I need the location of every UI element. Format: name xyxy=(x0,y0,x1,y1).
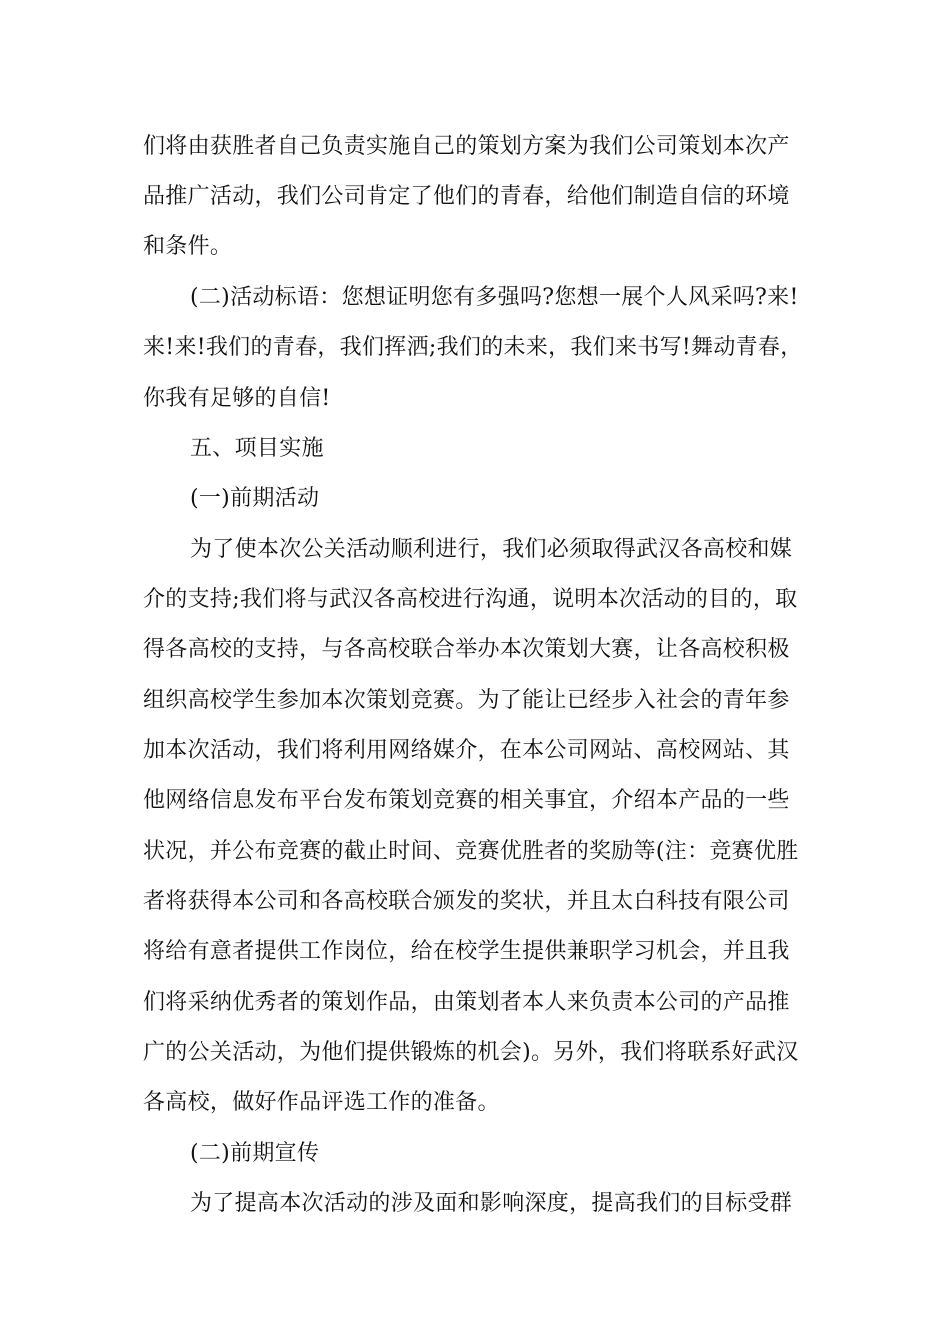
paragraph-line: 状况，并公布竞赛的截止时间、竞赛优胜者的奖励等(注：竞赛优胜 xyxy=(143,839,799,864)
paragraph-line: 介的支持;我们将与武汉各高校进行沟通，说明本次活动的目的，取 xyxy=(143,587,798,612)
paragraph-line: 为了提高本次活动的涉及面和影响深度，提高我们的目标受群 xyxy=(190,1191,793,1216)
paragraph-line: 将给有意者提供工作岗位，给在校学生提供兼职学习机会，并且我 xyxy=(143,939,790,964)
paragraph-line: 组织高校学生参加本次策划竞赛。为了能让已经步入社会的青年参 xyxy=(143,688,790,713)
paragraph-line: 们将采纳优秀者的策划作品，由策划者本人来负责本公司的产品推 xyxy=(143,990,790,1015)
subsection-heading: (二)前期宣传 xyxy=(190,1141,320,1166)
paragraph-line: 各高校，做好作品评选工作的准备。 xyxy=(143,1090,500,1115)
paragraph-line: 品推广活动，我们公司肯定了他们的青春，给他们制造自信的环境 xyxy=(143,184,790,209)
paragraph-line: 来!来!我们的青春，我们挥洒;我们的未来，我们来书写!舞动青春， xyxy=(143,335,803,360)
paragraph-line: 者将获得本公司和各高校联合颁发的奖状，并且太白科技有限公司 xyxy=(143,889,790,914)
paragraph-line: 和条件。 xyxy=(143,234,233,259)
paragraph-line: 得各高校的支持，与各高校联合举办本次策划大赛，让各高校积极 xyxy=(143,637,790,662)
slogan-heading-line: (二)活动标语：您想证明您有多强吗?您想一展个人风采吗?来! xyxy=(190,285,799,310)
paragraph-line: 为了使本次公关活动顺利进行，我们必须取得武汉各高校和媒 xyxy=(190,537,793,562)
section-heading: 五、项目实施 xyxy=(190,436,324,461)
paragraph-line: 广的公关活动，为他们提供锻炼的机会)。另外，我们将联系好武汉 xyxy=(143,1040,799,1065)
paragraph-line: 们将由获胜者自己负责实施自己的策划方案为我们公司策划本次产 xyxy=(143,134,790,159)
paragraph-line: 你我有足够的自信! xyxy=(143,386,331,411)
subsection-heading: (一)前期活动 xyxy=(190,486,320,511)
paragraph-line: 他网络信息发布平台发布策划竞赛的相关事宜，介绍本产品的一些 xyxy=(143,788,790,813)
paragraph-line: 加本次活动，我们将利用网络媒介，在本公司网站、高校网站、其 xyxy=(143,738,790,763)
